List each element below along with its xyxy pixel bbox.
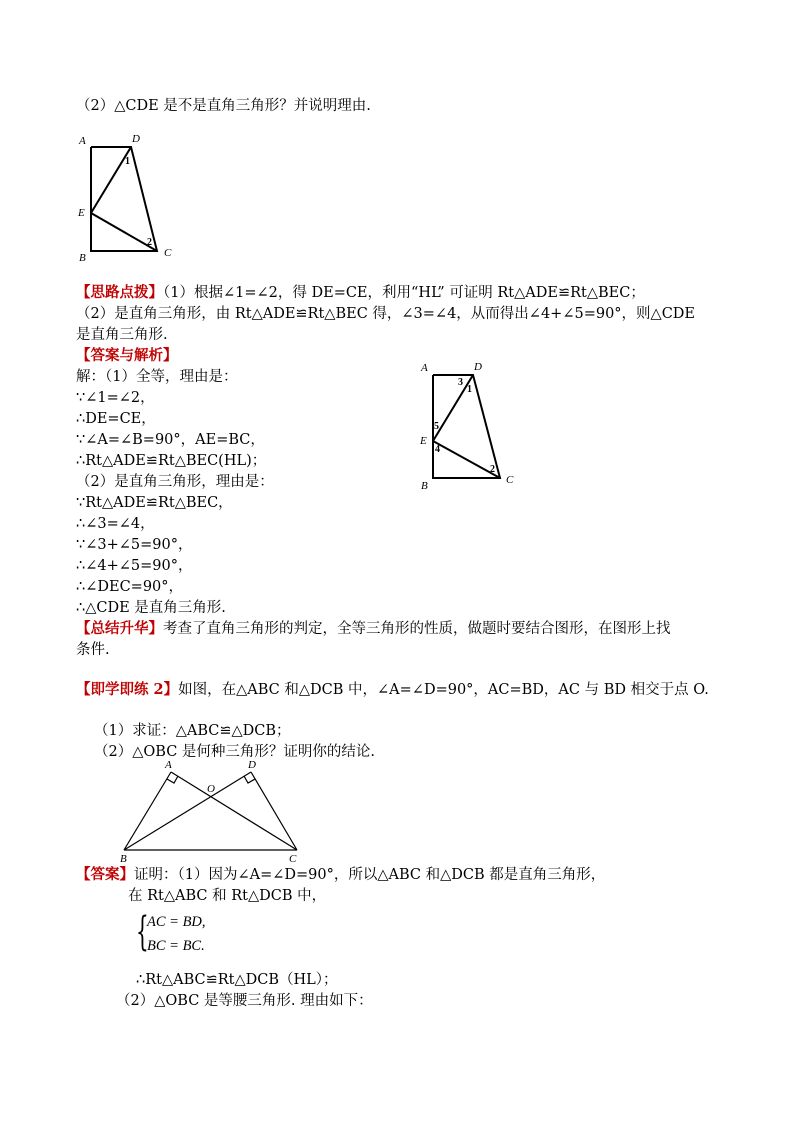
answer-line: ∵∠3+∠5=90°，: [76, 537, 193, 553]
answer-tag: 【答案与解析】: [76, 347, 178, 364]
fig2-angle-4: 4: [435, 444, 440, 455]
answer-line: ∴DE=CE，: [76, 411, 156, 427]
fig3-label-d: D: [248, 759, 256, 771]
solution-line-1: 【答案】证明：（1）因为∠A=∠D=90°，所以△ABC 和△DCB 都是直角三角形，: [76, 866, 606, 883]
fig1-label-b: B: [79, 252, 86, 263]
solution-line-4: （2）△OBC 是等腰三角形. 理由如下：: [116, 993, 373, 1009]
figure-trapezoid-1: [70, 128, 190, 263]
fig1-outline: [91, 147, 157, 251]
system-brace: {: [136, 909, 149, 955]
practice-tag: 【即学即练 2】: [76, 681, 179, 698]
equation-2: BC = BC.: [147, 938, 205, 954]
figure-triangles: [110, 754, 310, 868]
summary-line-1: 【总结升华】考查了直角三角形的判定，全等三角形的性质，做题时要结合图形，在图形上找: [76, 620, 671, 637]
fig2-label-b: B: [421, 480, 428, 492]
fig3-label-b: B: [120, 853, 127, 865]
answer-line: ∴∠3=∠4，: [76, 516, 155, 532]
answer-line: （2）是直角三角形，理由是：: [76, 474, 274, 490]
fig2-label-a: A: [421, 362, 428, 374]
answer-line: 解：（1）全等，理由是：: [76, 369, 238, 385]
answer-line: ∵∠1=∠2，: [76, 390, 155, 406]
fig2-angle-3: 3: [458, 377, 463, 388]
practice-question-1: （1）求证：△ABC≌△DCB；: [94, 723, 291, 739]
answer-line: ∵∠A=∠B=90°，AE=BC，: [76, 432, 265, 448]
solution-line-2: 在 Rt△ABC 和 Rt△DCB 中，: [128, 888, 327, 904]
hint-line-2: （2）是直角三角形，由 Rt△ADE≌Rt△BEC 得，∠3=∠4，从而得出∠4+∠5=90°，则△CDE: [76, 306, 696, 322]
fig1-label-e: E: [78, 207, 85, 219]
fig2-angle-2: 2: [490, 464, 495, 475]
hint-line-3: 是直角三角形.: [76, 327, 168, 343]
fig1-angle-2: 2: [147, 237, 152, 248]
fig2-label-d: D: [474, 361, 482, 373]
figure-trapezoid-2: [412, 356, 532, 496]
fig2-angle-5: 5: [434, 421, 439, 432]
hint-line-1: 【思路点拨】（1）根据∠1=∠2，得 DE=CE，利用“HL” 可证明 Rt△ADE≌Rt△BEC；: [76, 284, 645, 301]
answer-line: ∴△CDE 是直角三角形.: [76, 600, 226, 616]
fig1-label-a: A: [79, 135, 86, 147]
answer-line: ∴∠DEC=90°，: [76, 579, 184, 595]
solution-tag: 【答案】: [76, 866, 134, 883]
summary-tag: 【总结升华】: [76, 620, 163, 637]
practice-question-2: （2）△OBC 是何种三角形？证明你的结论.: [94, 744, 375, 760]
practice-line: 【即学即练 2】如图，在△ABC 和△DCB 中，∠A=∠D=90°，AC=BD，AC 与 BD 相交于点 O.: [76, 681, 709, 698]
solution-line-3: ∴Rt△ABC≌Rt△DCB（HL）；: [136, 972, 338, 988]
answer-line: ∵Rt△ADE≌Rt△BEC，: [76, 495, 233, 511]
answer-line: ∴Rt△ADE≌Rt△BEC(HL)；: [76, 453, 267, 469]
fig3-line-dc: [251, 772, 297, 850]
equation-1: AC = BD,: [147, 914, 206, 930]
fig3-line-db: [124, 772, 251, 850]
fig2-label-e: E: [420, 435, 427, 447]
fig3-label-c: C: [289, 853, 297, 865]
fig3-line-ac: [171, 772, 297, 850]
fig2-angle-1: 1: [467, 384, 472, 395]
fig1-label-d: D: [132, 133, 140, 145]
answer-line: ∴∠4+∠5=90°，: [76, 558, 193, 574]
fig3-line-ab: [124, 772, 171, 850]
fig1-angle-1: 1: [125, 156, 130, 167]
summary-line-2: 条件.: [76, 642, 110, 658]
fig3-label-o: O: [207, 783, 215, 795]
question-2: （2）△CDE 是不是直角三角形？并说明理由.: [76, 98, 371, 114]
fig3-label-a: A: [165, 759, 172, 771]
fig2-label-c: C: [506, 474, 514, 486]
fig1-label-c: C: [164, 247, 172, 259]
hint-tag: 【思路点拨】: [76, 284, 163, 301]
